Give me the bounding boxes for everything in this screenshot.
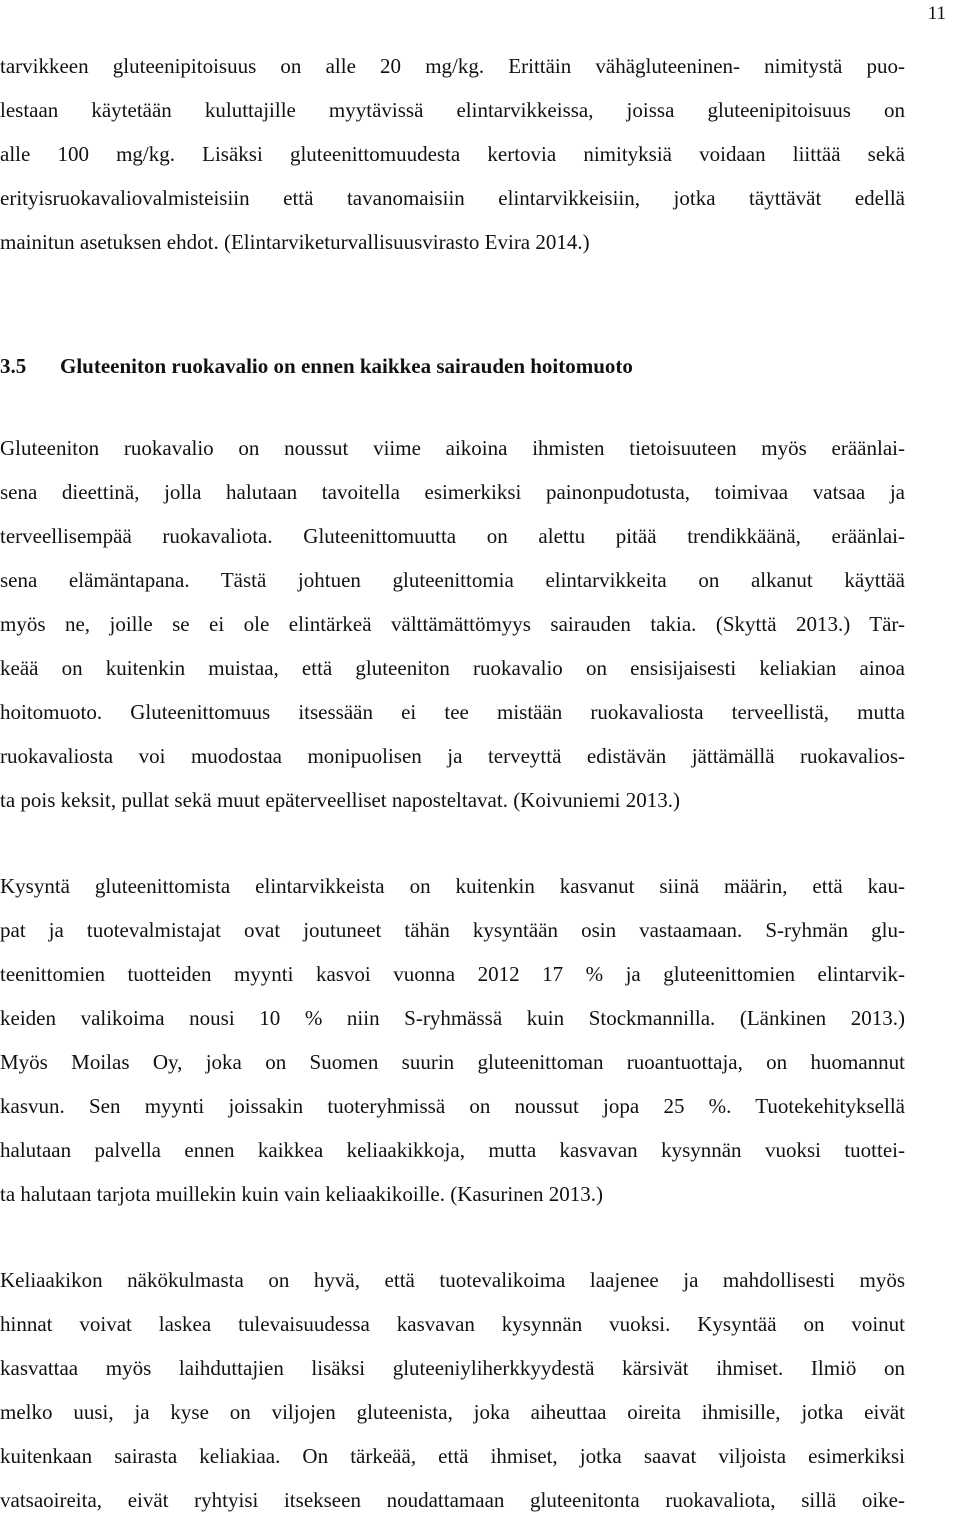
text-line: erityisruokavaliovalmisteisiin että tavanomaisiin elintarvikkeisiin, jotka täyttävät edellä — [0, 186, 905, 210]
text-line: keää on kuitenkin muistaa, että gluteeniton ruokavalio on ensisijaisesti keliakian ainoa — [0, 656, 905, 680]
text-line: alle 100 mg/kg. Lisäksi gluteenittomuudesta kertovia nimityksiä voidaan liittää sekä — [0, 142, 905, 166]
text-line: vatsaoireita, eivät ryhtyisi itsekseen noudattamaan gluteenitonta ruokavaliota, sillä oike- — [0, 1488, 905, 1512]
section-title: Gluteeniton ruokavalio on ennen kaikkea sairauden hoitomuoto — [60, 354, 633, 378]
text-line: ta pois keksit, pullat sekä muut epäterveelliset naposteltavat. (Koivuniemi 2013.) — [0, 788, 680, 812]
text-line: pat ja tuotevalmistajat ovat joutuneet tähän kysyntään osin vastaamaan. S-ryhmän glu- — [0, 918, 905, 942]
paragraph-2 — [0, 864, 905, 1216]
text-line: terveellisempää ruokavaliota. Gluteenittomuutta on alettu pitää trendikkäänä, eräänlai- — [0, 524, 905, 548]
paragraph-3 — [0, 1258, 905, 1522]
text-line: lestaan käytetään kuluttajille myytävissä elintarvikkeissa, joissa gluteenipitoisuus on — [0, 98, 905, 122]
text-line: Kysyntä gluteenittomista elintarvikkeista on kuitenkin kasvanut siinä määrin, että kau- — [0, 874, 905, 898]
text-line: mainitun asetuksen ehdot. (Elintarviketurvallisuusvirasto Evira 2014.) — [0, 230, 590, 254]
text-line: kasvun. Sen myynti joissakin tuoteryhmissä on noussut jopa 25 %. Tuotekehityksellä — [0, 1094, 905, 1118]
text-line: myös ne, joille se ei ole elintärkeä välttämättömyys sairauden takia. (Skyttä 2013.) Tär- — [0, 612, 905, 636]
text-line: hinnat voivat laskea tulevaisuudessa kasvavan kysynnän vuoksi. Kysyntää on voinut — [0, 1312, 905, 1336]
text-line: Keliaakikon näkökulmasta on hyvä, että tuotevalikoima laajenee ja mahdollisesti myös — [0, 1268, 905, 1292]
text-line: sena elämäntapana. Tästä johtuen gluteenittomia elintarvikkeita on alkanut käyttää — [0, 568, 905, 592]
paragraph-1 — [0, 426, 905, 822]
document-body — [0, 44, 905, 1522]
text-line: sena dieettinä, jolla halutaan tavoitella esimerkiksi painonpudotusta, toimivaa vatsaa ja — [0, 480, 905, 504]
paragraph-intro — [0, 44, 905, 264]
text-line: halutaan palvella ennen kaikkea keliaakikkoja, mutta kasvavan kysynnän vuoksi tuottei- — [0, 1138, 905, 1162]
text-line: tarvikkeen gluteenipitoisuus on alle 20 mg/kg. Erittäin vähägluteeninen- nimitystä puo- — [0, 54, 905, 78]
text-line: ruokavaliosta voi muodostaa monipuolisen ja terveyttä edistävän jättämällä ruokavalios- — [0, 744, 905, 768]
text-line: keiden valikoima nousi 10 % niin S-ryhmässä kuin Stockmannilla. (Länkinen 2013.) — [0, 1006, 905, 1030]
text-line: ta halutaan tarjota muillekin kuin vain keliaakikoille. (Kasurinen 2013.) — [0, 1182, 603, 1206]
text-line: hoitomuoto. Gluteenittomuus itsessään ei tee mistään ruokavaliosta terveellistä, mutta — [0, 700, 905, 724]
text-line: kasvattaa myös laihduttajien lisäksi gluteeniyliherkkyydestä kärsivät ihmiset. Ilmiö on — [0, 1356, 905, 1380]
text-line: teenittomien tuotteiden myynti kasvoi vuonna 2012 17 % ja gluteenittomien elintarvik- — [0, 962, 905, 986]
section-number: 3.5 — [0, 354, 27, 378]
text-line: Gluteeniton ruokavalio on noussut viime aikoina ihmisten tietoisuuteen myös eräänlai- — [0, 436, 905, 460]
text-line: kuitenkaan sairasta keliakiaa. On tärkeää, että ihmiset, jotka saavat viljoista esimerkiksi — [0, 1444, 905, 1468]
text-line: melko uusi, ja kyse on viljojen gluteenista, joka aiheuttaa oireita ihmisille, jotka eivät — [0, 1400, 905, 1424]
page-number: 11 — [927, 3, 946, 24]
section-heading — [0, 344, 905, 388]
text-line: Myös Moilas Oy, joka on Suomen suurin gluteenittoman ruoantuottaja, on huomannut — [0, 1050, 905, 1074]
